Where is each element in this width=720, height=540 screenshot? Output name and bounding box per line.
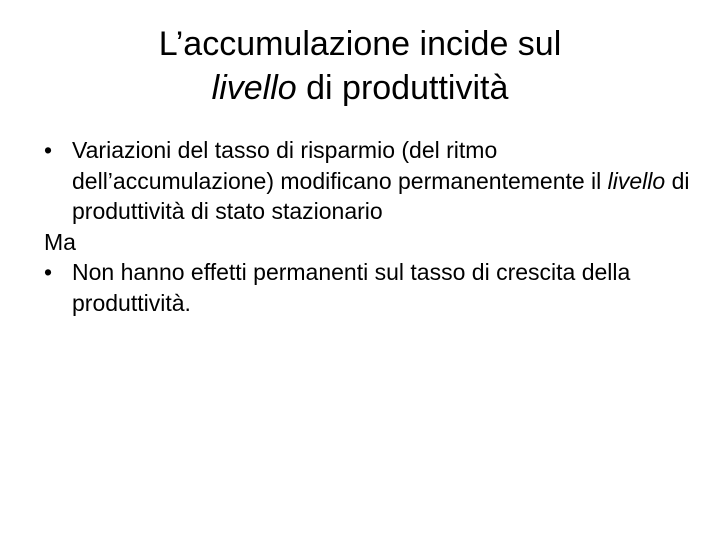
bullet-marker: • <box>44 137 53 163</box>
bullet-1-text-before: Variazioni del tasso di risparmio (del ritmo dell’accumulazione) modificano permanentemente il <box>72 137 608 194</box>
title-italic-word: livello <box>211 69 297 107</box>
title-line-2 <box>36 66 684 110</box>
bullet-point-2 <box>44 257 694 318</box>
connector-text: Ma <box>44 228 76 255</box>
title-line-2-rest: di produttività <box>296 69 509 107</box>
slide-title <box>36 22 684 110</box>
title-line-1: L’accumulazione incide sul <box>158 25 562 63</box>
bullet-marker: • <box>44 259 53 285</box>
slide-body <box>44 135 694 318</box>
bullet-1-italic-word: livello <box>607 167 666 194</box>
bullet-point-1 <box>44 135 694 227</box>
bullet-2-text: Non hanno effetti permanenti sul tasso di crescita della produttività. <box>72 259 631 316</box>
bullet-1-text-after: di produttività di stato stazionario <box>72 167 690 224</box>
